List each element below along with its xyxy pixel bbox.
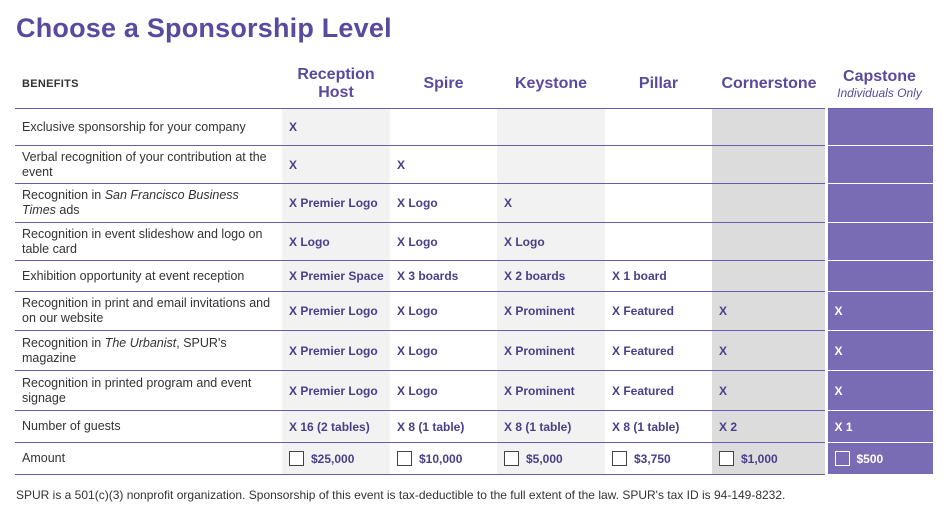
publication-name: San Francisco Business Times	[22, 188, 239, 217]
amount-option-capstone[interactable]: $500	[826, 443, 933, 475]
benefit-value	[712, 184, 826, 223]
benefit-value	[712, 146, 826, 184]
benefit-label: Recognition in The Urbanist, SPUR's magazine	[15, 331, 282, 371]
level-header-pillar: Pillar	[638, 75, 679, 92]
benefit-value	[826, 146, 933, 184]
benefit-value	[712, 223, 826, 261]
benefit-value: X Prominent	[497, 371, 605, 411]
benefit-value: X	[282, 109, 390, 146]
benefit-value	[826, 184, 933, 223]
benefit-value: X Premier Space	[282, 261, 390, 292]
benefit-value: X	[497, 184, 605, 223]
benefit-value	[605, 146, 712, 184]
benefit-value: X Premier Logo	[282, 184, 390, 223]
amount-option-cornerstone[interactable]: $1,000	[712, 443, 826, 475]
benefit-value: X 8 (1 table)	[390, 411, 497, 443]
benefits-header: BENEFITS	[22, 78, 79, 90]
benefit-label: Recognition in print and email invitations and on our website	[15, 292, 282, 331]
benefit-label: Recognition in San Francisco Business Times ads	[15, 184, 282, 223]
benefit-value	[605, 184, 712, 223]
benefit-label: Recognition in printed program and event signage	[15, 371, 282, 411]
benefit-value: X Premier Logo	[282, 292, 390, 331]
table-row	[15, 109, 933, 146]
benefit-value: X Logo	[390, 223, 497, 261]
benefit-value: X 1	[826, 411, 933, 443]
level-header-keystone: Keystone	[514, 75, 588, 92]
benefit-value: X Premier Logo	[282, 371, 390, 411]
benefit-value: X	[712, 371, 826, 411]
table-row	[15, 184, 933, 223]
benefit-value	[826, 109, 933, 146]
benefit-value	[605, 223, 712, 261]
benefit-label: Exclusive sponsorship for your company	[15, 109, 282, 146]
benefit-value: X Premier Logo	[282, 331, 390, 371]
table-row	[15, 146, 933, 184]
benefit-value	[826, 261, 933, 292]
benefit-value: X Logo	[390, 371, 497, 411]
amount-option-pillar[interactable]: $3,750	[605, 443, 712, 475]
benefit-value: X	[390, 146, 497, 184]
benefit-value: X 1 board	[605, 261, 712, 292]
table-row	[15, 411, 933, 443]
table-row	[15, 371, 933, 411]
header-row	[15, 60, 933, 109]
table-row	[15, 292, 933, 331]
checkbox[interactable]	[397, 451, 412, 466]
benefit-value	[712, 261, 826, 292]
amount-label: Amount	[15, 443, 282, 475]
benefit-value: X 2	[712, 411, 826, 443]
benefit-label: Number of guests	[15, 411, 282, 443]
amount-option-reception-host[interactable]: $25,000	[282, 443, 390, 475]
benefit-value: X	[282, 146, 390, 184]
benefit-value: X Logo	[390, 292, 497, 331]
benefit-value	[497, 109, 605, 146]
amount-option-keystone[interactable]: $5,000	[497, 443, 605, 475]
benefit-value: X Featured	[605, 292, 712, 331]
checkbox[interactable]	[504, 451, 519, 466]
amount-row	[15, 443, 933, 475]
benefit-value: X	[712, 292, 826, 331]
benefit-value: X 3 boards	[390, 261, 497, 292]
level-header-cornerstone: Cornerstone	[721, 75, 817, 92]
footnote: SPUR is a 501(c)(3) nonprofit organization. Sponsorship of this event is tax-deductible to the full extent of the law. SPUR's tax ID is 94-149-8232.	[16, 488, 786, 502]
benefit-value	[826, 223, 933, 261]
benefit-value: X	[826, 371, 933, 411]
table-row	[15, 261, 933, 292]
page-title: Choose a Sponsorship Level	[16, 13, 392, 43]
benefit-value: X	[826, 331, 933, 371]
table-row	[15, 331, 933, 371]
benefit-value: X	[826, 292, 933, 331]
benefit-value: X	[712, 331, 826, 371]
benefit-value: X 16 (2 tables)	[282, 411, 390, 443]
benefit-value: X Featured	[605, 331, 712, 371]
checkbox[interactable]	[835, 451, 850, 466]
benefit-value: X Prominent	[497, 331, 605, 371]
publication-name: The Urbanist	[104, 335, 177, 350]
benefit-label: Recognition in event slideshow and logo on table card	[15, 223, 282, 261]
level-header-reception-host: Reception Host	[297, 66, 375, 101]
benefit-value: X Logo	[390, 184, 497, 223]
benefit-value: X Logo	[390, 331, 497, 371]
benefit-value: X 2 boards	[497, 261, 605, 292]
level-header-spire: Spire	[423, 75, 464, 92]
checkbox[interactable]	[289, 451, 304, 466]
benefit-value: X Featured	[605, 371, 712, 411]
level-header-capstone: Capstone Individuals Only	[826, 60, 933, 109]
checkbox[interactable]	[719, 451, 734, 466]
benefit-value: X Prominent	[497, 292, 605, 331]
benefit-label: Exhibition opportunity at event reception	[15, 261, 282, 292]
amount-option-spire[interactable]: $10,000	[390, 443, 497, 475]
benefit-value: X 8 (1 table)	[605, 411, 712, 443]
table-row	[15, 223, 933, 261]
benefit-label: Verbal recognition of your contribution at the event	[15, 146, 282, 184]
benefit-value	[712, 109, 826, 146]
checkbox[interactable]	[612, 451, 627, 466]
benefit-value: X 8 (1 table)	[497, 411, 605, 443]
benefit-value	[390, 109, 497, 146]
sponsorship-table	[15, 60, 933, 475]
benefit-value: X Logo	[497, 223, 605, 261]
capstone-subtitle: Individuals Only	[837, 86, 922, 100]
benefit-value	[497, 146, 605, 184]
benefit-value	[605, 109, 712, 146]
benefit-value: X Logo	[282, 223, 390, 261]
